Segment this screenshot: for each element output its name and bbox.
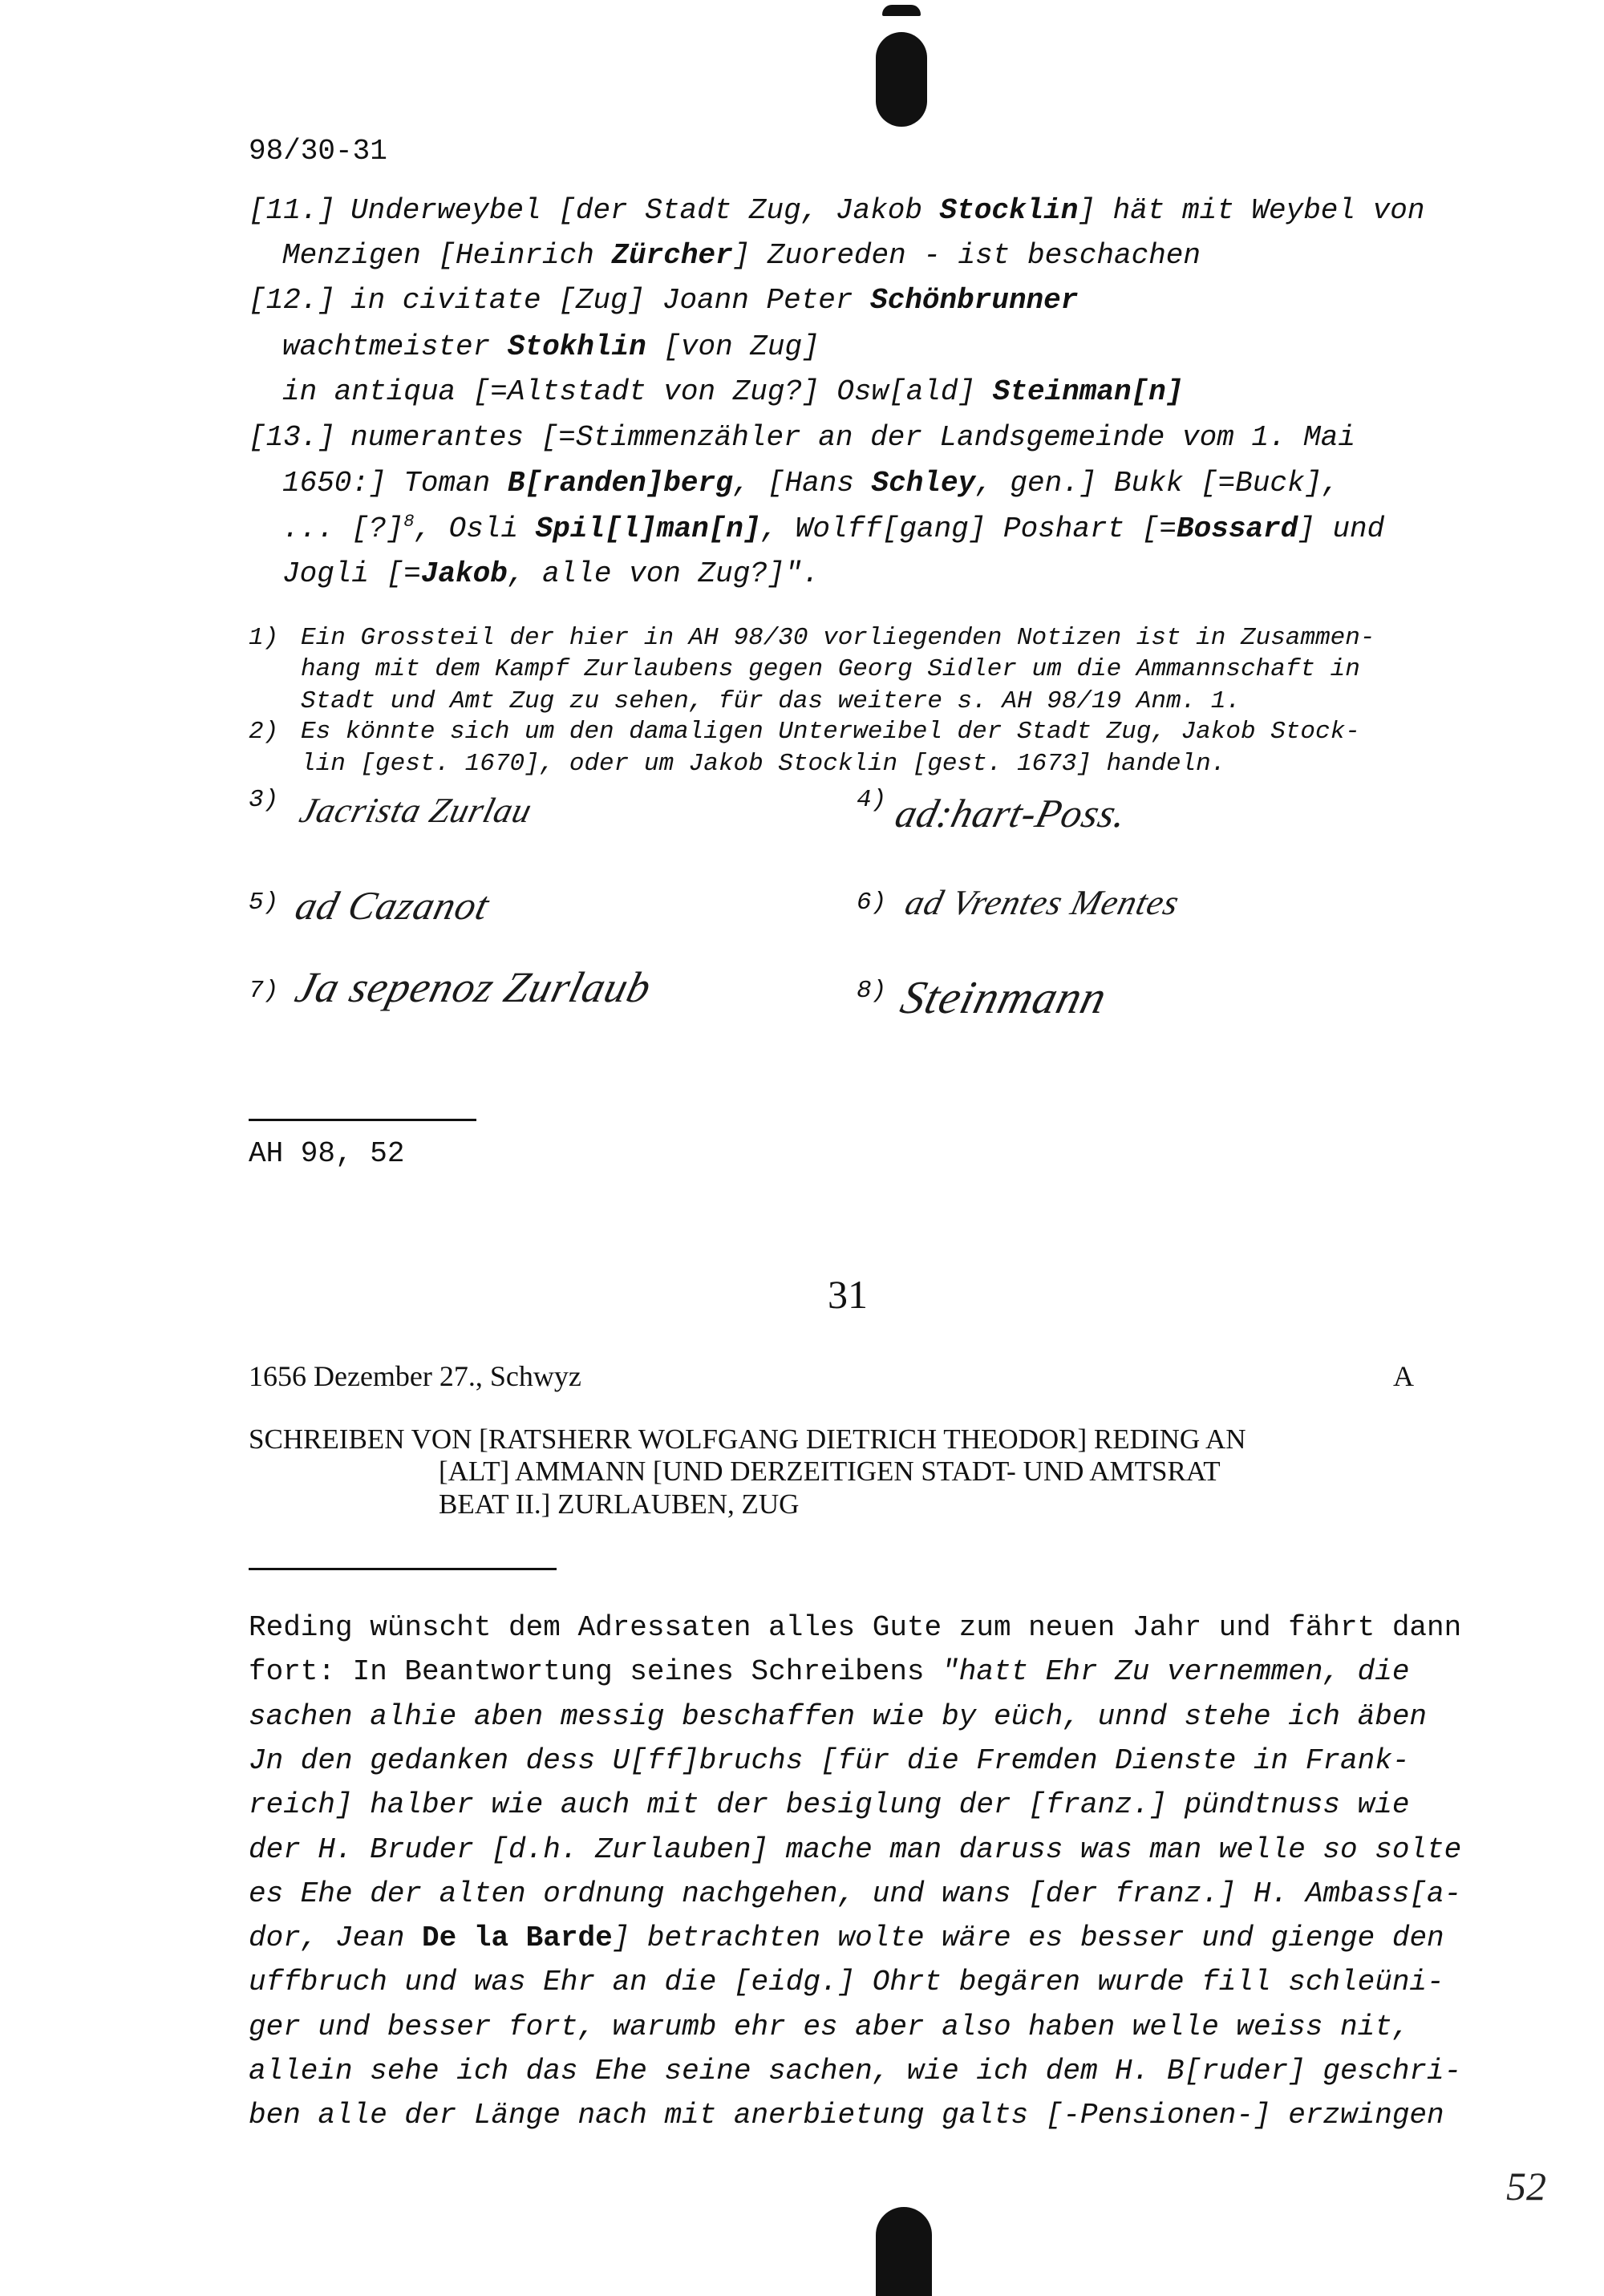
handwritten-signature: ad:hart-Poss. — [891, 791, 1132, 836]
footnote-number: 2) — [249, 718, 279, 746]
name-bold: Schley — [871, 467, 976, 500]
footnote-line: hang mit dem Kampf Zurlaubens gegen Georg Sidler um die Ammannschaft in — [301, 655, 1360, 683]
entry-number: [13.] — [249, 421, 336, 454]
document-type: A — [1393, 1360, 1414, 1392]
signature-note-number: 6) — [857, 889, 887, 917]
entry-text: ... [?] — [282, 512, 404, 545]
document-reference: 98/30-31 — [249, 135, 387, 168]
body-line — [249, 1700, 1427, 1733]
entry-text: 1650:] Toman — [282, 467, 508, 500]
body-text: allein sehe ich das Ehe seine sachen, wie ich dem H. B[ruder] geschri- — [249, 2055, 1462, 2087]
body-text: Reding wünscht dem Adressaten alles Gute zum neuen Jahr und fährt dann — [249, 1611, 1462, 1644]
date-place: 1656 Dezember 27., Schwyz — [249, 1360, 581, 1392]
separator-rule-2 — [249, 1568, 557, 1570]
handwritten-signature: Jacrista Zurlau — [295, 791, 537, 830]
body-line — [249, 1744, 1409, 1777]
name-bold: Zürcher — [611, 239, 733, 272]
name-bold: De la Barde — [422, 1921, 613, 1955]
name-bold: Steinman[n] — [992, 375, 1184, 408]
footnote-line: Ein Grossteil der hier in AH 98/30 vorliegenden Notizen ist in Zusammen- — [301, 624, 1375, 652]
body-text: ben alle der Länge nach mit anerbietung galts [-Pensionen-] erzwingen — [249, 2099, 1444, 2132]
entry-text: , [Hans — [732, 467, 872, 500]
heading-line: SCHREIBEN VON [RATSHERR WOLFGANG DIETRICH THEODOR] REDING AN — [249, 1423, 1246, 1455]
entry-line — [282, 512, 1384, 545]
body-line — [249, 1921, 1444, 1954]
archive-reference: AH 98, 52 — [249, 1137, 405, 1170]
entry-text: Menzigen [Heinrich — [282, 239, 612, 272]
handwritten-signature: Ja sepenoz Zurlaub — [290, 963, 657, 1011]
binding-mark-top — [876, 32, 927, 127]
body-line — [249, 1966, 1444, 1998]
name-bold: Stokhlin — [507, 330, 646, 363]
handwritten-signature: ad Cazanot — [291, 883, 495, 928]
entry-line — [350, 284, 1078, 317]
entry-text: [von Zug] — [646, 330, 820, 363]
entry-text: , gen.] Bukk [=Buck], — [975, 467, 1339, 500]
handwritten-signature: ad Vrentes Mentes — [901, 883, 1184, 922]
entry-text: Jogli [= — [282, 557, 421, 590]
heading-line: [ALT] AMMANN [UND DERZEITIGEN STADT- UND AMTSRAT — [439, 1456, 1221, 1487]
body-line — [249, 2011, 1409, 2043]
signature-note-number: 3) — [249, 786, 279, 814]
entry-text: in antiqua [=Altstadt von Zug?] Osw[ald] — [282, 375, 993, 408]
body-line — [249, 2099, 1444, 2132]
entry-text: , alle von Zug?]". — [507, 557, 820, 590]
signature-note-number: 5) — [249, 889, 279, 917]
entry-line — [282, 330, 820, 363]
separator-rule-1 — [249, 1119, 476, 1121]
entry-number: [12.] — [249, 284, 336, 317]
body-text: uffbruch und was Ehr an die [eidg.] Ohrt begären wurde fill schleüni- — [249, 1966, 1444, 1999]
body-line — [249, 1611, 1461, 1644]
body-line — [249, 1877, 1461, 1910]
body-text: sachen alhie aben messig beschaffen wie by eüch, unnd stehe ich äben — [249, 1699, 1428, 1733]
name-bold: Spil[l]man[n] — [535, 512, 761, 545]
entry-line — [282, 467, 1339, 500]
body-line — [249, 1833, 1461, 1866]
body-text: es Ehe der alten ordnung nachgehen, und wans [der franz.] H. Ambass[a- — [249, 1877, 1462, 1910]
name-bold: Stocklin — [939, 194, 1079, 227]
body-line — [249, 2055, 1461, 2087]
signature-note-number: 4) — [857, 786, 887, 814]
name-bold: B[randen]berg — [507, 467, 733, 500]
heading-line: BEAT II.] ZURLAUBEN, ZUG — [439, 1488, 800, 1520]
entry-line — [282, 557, 820, 590]
entry-line — [350, 194, 1424, 227]
entry-text: ] hät mit Weybel von — [1078, 194, 1425, 227]
binding-mark-top-tip — [882, 5, 921, 16]
entry-line — [350, 421, 1355, 454]
name-bold: Jakob — [420, 557, 508, 590]
footnote-line: Stadt und Amt Zug zu sehen, für das weitere s. AH 98/19 Anm. 1. — [301, 687, 1241, 715]
footnote-line: Es könnte sich um den damaligen Unterweibel der Stadt Zug, Jakob Stock- — [301, 718, 1360, 746]
entry-text: , Osli — [414, 512, 536, 545]
body-text: fort: In Beantwortung seines Schreibens — [249, 1655, 942, 1689]
page-number-handwritten: 52 — [1506, 2164, 1546, 2209]
signature-note-number: 8) — [857, 977, 887, 1005]
signature-note-number: 7) — [249, 977, 279, 1005]
binding-mark-bottom — [876, 2207, 932, 2296]
entry-text: ] Zuoreden - ist beschachen — [732, 239, 1201, 272]
document-number: 31 — [828, 1272, 868, 1317]
body-text: der H. Bruder [d.h. Zurlauben] mache man daruss was man welle so solte — [249, 1832, 1462, 1866]
body-line — [249, 1655, 1409, 1688]
handwritten-signature: Steinmann — [895, 971, 1112, 1023]
name-bold: Schönbrunner — [870, 284, 1079, 317]
entry-line — [282, 375, 1183, 408]
body-text: dor, Jean — [249, 1921, 423, 1955]
entry-text: Underweybel [der Stadt Zug, Jakob — [350, 194, 940, 227]
footnote-line: lin [gest. 1670], oder um Jakob Stocklin [gest. 1673] handeln. — [301, 750, 1226, 778]
body-text: "hatt Ehr Zu vernemmen, die — [942, 1655, 1410, 1689]
entry-text: numerantes [=Stimmenzähler an der Landsgemeinde vom 1. Mai — [350, 421, 1356, 454]
body-text: ger und besser fort, warumb ehr es aber also haben welle weiss nit, — [249, 2010, 1410, 2043]
entry-number: [11.] — [249, 194, 336, 227]
body-line — [249, 1788, 1409, 1821]
footnote-number: 1) — [249, 624, 279, 652]
entry-text: 8 — [403, 512, 415, 532]
entry-text: in civitate [Zug] Joann Peter — [350, 284, 871, 317]
body-text: reich] halber wie auch mit der besiglung der [franz.] pündtnuss wie — [249, 1788, 1410, 1822]
entry-text: wachtmeister — [282, 330, 508, 363]
entry-text: ] und — [1298, 512, 1385, 545]
body-text: Jn den gedanken dess U[ff]bruchs [für die Fremden Dienste in Frank- — [249, 1743, 1410, 1777]
body-text: ] betrachten wolte wäre es besser und gienge den — [612, 1921, 1444, 1955]
name-bold: Bossard — [1177, 512, 1298, 545]
entry-text: , Wolff[gang] Poshart [= — [760, 512, 1177, 545]
entry-line — [282, 239, 1201, 272]
